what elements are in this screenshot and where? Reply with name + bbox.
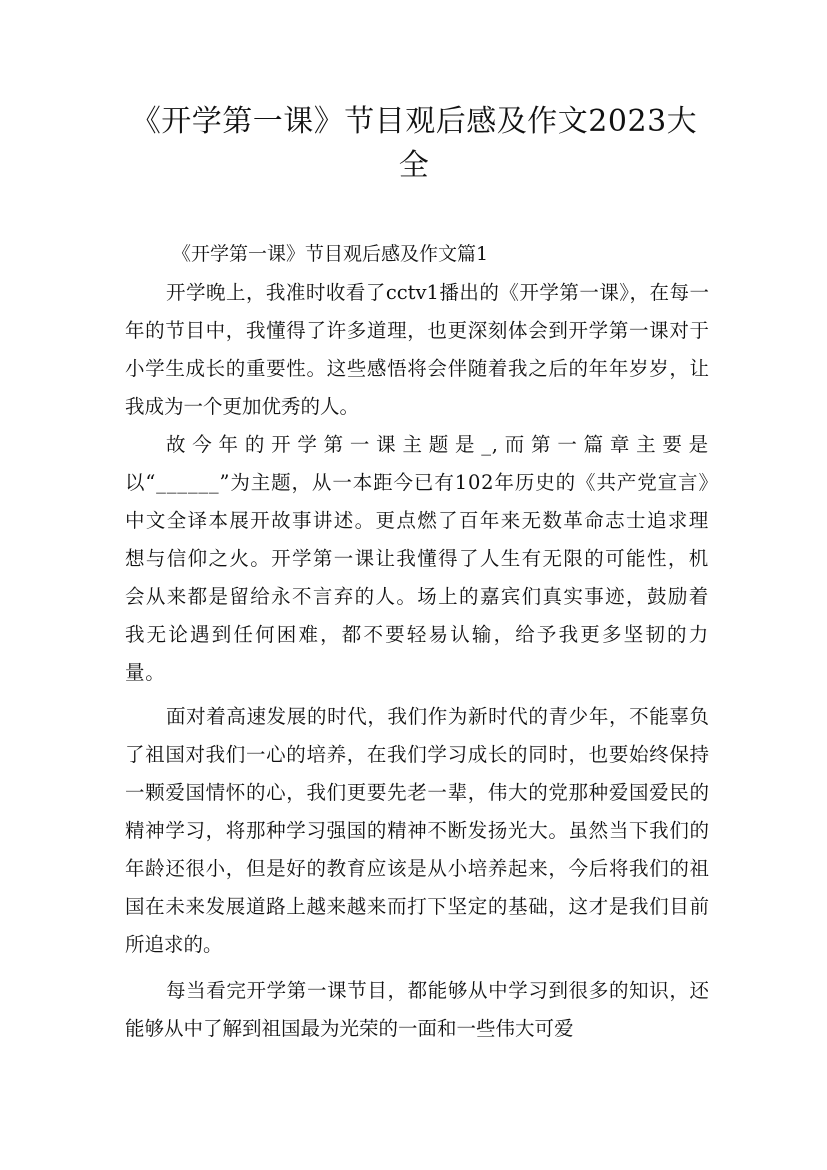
paragraph-1: 开学晚上，我准时收看了cctv1播出的《开学第一课》，在每一年的节目中，我懂得了许多道理，也更深刻体会到开学第一课对于小学生成长的重要性。这些感悟将会伴随着我之后的年年岁岁，让我成为一个更加优秀的人。 xyxy=(125,281,709,418)
document-title: 《开学第一课》节目观后感及作文2023大全 xyxy=(130,104,698,183)
section-heading: 《开学第一课》节目观后感及作文篇1 xyxy=(172,243,489,265)
paragraph-2: 故今年的开学第一课主题是_,而第一篇章主要是以“______”为主题，从一本距今已有102年历史的《共产党宣言》中文全译本展开故事讲述。更点燃了百年来无数革命志士追求理想与信仰之火。开学第一课让我懂得了人生有无限的可能性，机会从来都是留给永不言弃的人。场上的嘉宾们真实事迹，鼓励着我无论遇到任何困难，都不要轻易认输，给予我更多坚韧的力量。 xyxy=(125,433,709,684)
paragraph-4: 每当看完开学第一课节目，都能够从中学习到很多的知识，还能够从中了解到祖国最为光荣的一面和一些伟大可爱 xyxy=(125,979,709,1040)
paragraph-3: 面对着高速发展的时代，我们作为新时代的青少年，不能辜负了祖国对我们一心的培养，在我们学习成长的同时，也要始终保持一颗爱国情怀的心，我们更要先老一辈，伟大的党那种爱国爱民的精神学习，将那种学习强国的精神不断发扬光大。虽然当下我们的年龄还很小，但是好的教育应该是从小培养起来，今后将我们的祖国在未来发展道路上越来越来而打下坚定的基础，这才是我们目前所追求的。 xyxy=(125,705,709,956)
